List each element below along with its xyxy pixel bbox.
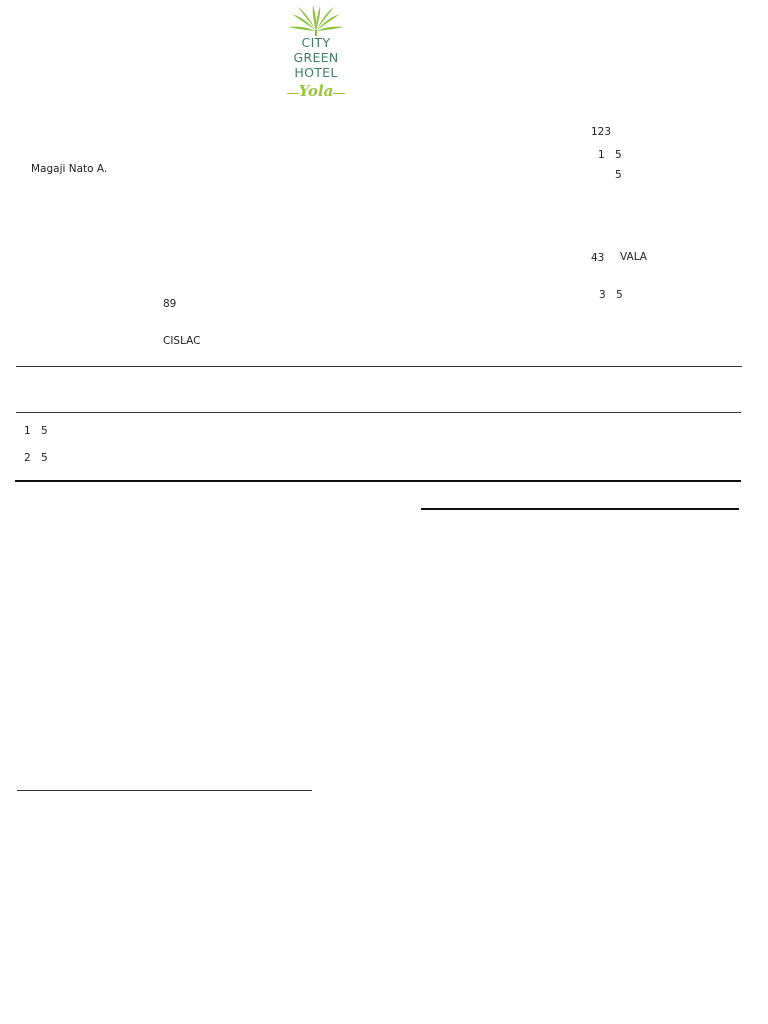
item-qty: 1 [24, 425, 31, 437]
table-top-rule [16, 366, 742, 367]
right-row1-b: 5 [615, 149, 622, 161]
logo-word-green: GREEN [293, 50, 339, 65]
item-value: 5 [41, 425, 48, 437]
right-row4-b: 5 [616, 289, 623, 301]
right-row1-a: 1 [598, 149, 605, 161]
guest-name: Magaji Nato A. [31, 163, 108, 175]
right-row3-b: VALA [620, 251, 647, 263]
right-row4-a: 3 [599, 289, 606, 301]
middle-value-1: 89 [163, 298, 177, 310]
palm-tree-icon [282, 2, 350, 38]
table-header-rule [16, 412, 741, 413]
logo-word-hotel: HOTEL [294, 65, 338, 80]
logo-script-yola: Yola [298, 82, 334, 100]
signature-line [17, 790, 312, 791]
totals-rule [421, 508, 739, 510]
right-row3-a: 43 [591, 252, 605, 264]
logo-dash-right [333, 93, 345, 94]
item-qty: 2 [24, 452, 31, 464]
table-bottom-rule [15, 480, 741, 482]
middle-value-2: CISLAC [163, 335, 201, 347]
hotel-logo [282, 2, 350, 106]
reference-number: 123 [591, 126, 612, 138]
item-value: 5 [41, 452, 48, 464]
logo-word-city: CITY [301, 35, 331, 50]
right-row2-b: 5 [615, 169, 622, 181]
